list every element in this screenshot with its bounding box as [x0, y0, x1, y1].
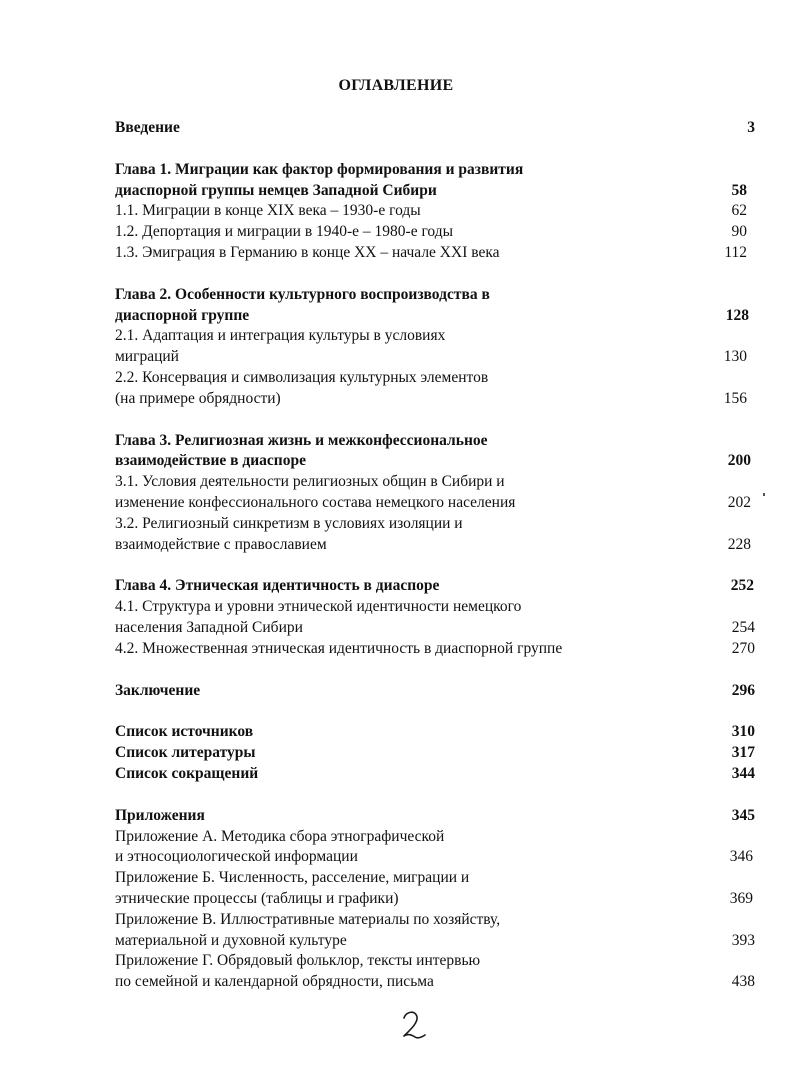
toc-appendix-d[interactable]	[115, 951, 755, 972]
toc-section-4-1-cont[interactable]	[115, 618, 755, 639]
toc-section-3-1-cont[interactable]	[115, 493, 755, 514]
toc-entry-label: по семейной и календарной обрядности, письма	[115, 973, 434, 991]
toc-entry-page: 228	[727, 535, 751, 553]
toc-entry-label: (на примере обрядности)	[115, 389, 281, 407]
toc-appendix-b[interactable]	[115, 868, 755, 889]
toc-entry-label: Глава 3. Религиозная жизнь и межконфессиональное	[115, 431, 488, 449]
toc-entry-page: 130	[723, 348, 747, 366]
toc-entry-label: Список литературы	[115, 744, 256, 762]
toc-section-4-2[interactable]	[115, 639, 755, 660]
toc-entry-label: миграций	[115, 348, 179, 366]
toc-entry-label: 3.1. Условия деятельности религиозных общин в Сибири и	[115, 473, 505, 491]
page-title: ОГЛАВЛЕНИЕ	[338, 77, 454, 94]
toc-chapter-3-heading[interactable]	[115, 431, 755, 452]
toc-section-4-1[interactable]	[115, 597, 755, 618]
toc-section-1-1[interactable]	[115, 201, 755, 222]
toc-entry-page: 393	[731, 931, 755, 949]
toc-entry-page: 3	[747, 119, 755, 136]
toc-entry-page: 202	[727, 493, 751, 511]
toc-entry-page: 369	[729, 889, 753, 907]
toc-entry-label: диаспорной группе	[115, 306, 250, 324]
toc-entry-label: Введение	[115, 119, 180, 136]
toc-entry-label: Приложение А. Методика сбора этнографической	[115, 827, 445, 845]
toc-appendix-d-cont[interactable]	[115, 972, 755, 993]
toc-entry-label: Заключение	[115, 681, 201, 699]
toc-entry-page: 90	[731, 223, 747, 241]
handwritten-page-number	[398, 1008, 428, 1042]
toc-chapter-1-heading[interactable]	[115, 160, 755, 181]
toc-chapter-1-heading-cont[interactable]	[115, 181, 755, 202]
toc-entry-page: 310	[731, 723, 755, 741]
toc-appendix-a-cont[interactable]	[115, 847, 755, 868]
toc-appendix-c-cont[interactable]	[115, 931, 755, 952]
toc-section-2-1[interactable]	[115, 326, 755, 347]
toc-entry-page: 156	[723, 389, 747, 407]
toc-entry-label: Приложения	[115, 806, 205, 824]
toc-entry-page: 344	[731, 764, 755, 782]
toc-entry-label: Приложение Г. Обрядовый фольклор, тексты интервью	[115, 952, 481, 970]
toc-entry-page: 112	[724, 243, 747, 261]
toc-appendix-c[interactable]	[115, 910, 755, 931]
toc-entry-label: взаимодействие с православием	[115, 535, 327, 553]
toc-section-2-2[interactable]	[115, 368, 755, 389]
toc-entry-label: 1.1. Миграции в конце XIX века – 1930-е годы	[115, 202, 421, 220]
toc-appendix-a[interactable]	[115, 827, 755, 848]
toc-entry-label: Список источников	[115, 723, 254, 741]
toc-section-1-3[interactable]	[115, 243, 755, 264]
toc-chapter-4-heading[interactable]	[115, 576, 755, 597]
toc-entry-label: Приложение В. Иллюстративные материалы по хозяйству,	[115, 910, 501, 928]
toc-entry-label: Глава 2. Особенности культурного воспроизводства в	[115, 285, 490, 303]
toc-entry-label: 2.2. Консервация и символизация культурных элементов	[115, 368, 489, 386]
toc-entry-page: 345	[731, 806, 755, 824]
toc-chapter-3-heading-cont[interactable]	[115, 451, 755, 472]
toc-entry-label: 1.3. Эмиграция в Германию в конце ХХ – начале XXI века	[115, 243, 500, 261]
toc-entry-intro[interactable]	[115, 118, 755, 139]
scan-speck	[763, 493, 765, 496]
toc-section-3-2[interactable]	[115, 514, 755, 535]
toc-entry-appendices[interactable]	[115, 806, 755, 827]
toc-section-2-1-cont[interactable]	[115, 347, 755, 368]
toc-entry-page: 346	[729, 848, 753, 866]
toc-entry-label: Глава 4. Этническая идентичность в диаспоре	[115, 577, 440, 595]
toc-entry-page: 252	[730, 577, 754, 595]
toc-entry-sources[interactable]	[115, 722, 755, 743]
toc-entry-page: 200	[727, 452, 751, 470]
toc-entry-page: 438	[731, 973, 755, 991]
toc-entry-page: 270	[731, 639, 755, 657]
toc-entry-literature[interactable]	[115, 743, 755, 764]
toc-section-3-1[interactable]	[115, 472, 755, 493]
toc-entry-label: 3.2. Религиозный синкретизм в условиях изоляции и	[115, 514, 463, 532]
toc-entry-label: 1.2. Депортация и миграции в 1940-е – 1980-е годы	[115, 223, 454, 241]
toc-appendix-b-cont[interactable]	[115, 889, 755, 910]
toc-entry-label: 4.1. Структура и уровни этнической идентичности немецкого	[115, 598, 522, 616]
toc-entry-label: Приложение Б. Численность, расселение, миграции и	[115, 869, 470, 887]
toc-chapter-2-heading[interactable]	[115, 285, 755, 306]
toc-section-1-2[interactable]	[115, 222, 755, 243]
toc-entry-label: 2.1. Адаптация и интеграция культуры в условиях	[115, 327, 446, 345]
toc-entry-label: этнические процессы (таблицы и графики)	[115, 889, 399, 907]
toc-entry-page: 128	[725, 306, 749, 324]
toc-entry-page: 296	[731, 681, 755, 699]
toc-entry-label: изменение конфессионального состава немецкого населения	[115, 493, 516, 511]
toc-entry-page: 317	[731, 744, 755, 762]
toc-entry-page: 62	[731, 202, 747, 220]
toc-entry-label: населения Западной Сибири	[115, 618, 303, 636]
toc-entry-label: Глава 1. Миграции как фактор формирования и развития	[115, 160, 524, 178]
toc-entry-label: и этносоциологической информации	[115, 848, 358, 866]
toc-section-2-2-cont[interactable]	[115, 389, 755, 410]
toc-entry-label: диаспорной группы немцев Западной Сибири	[115, 181, 437, 199]
toc-entry-label: Список сокращений	[115, 764, 259, 782]
toc-section-3-2-cont[interactable]	[115, 535, 755, 556]
toc-entry-page: 58	[731, 181, 747, 199]
toc-chapter-2-heading-cont[interactable]	[115, 306, 755, 327]
table-of-contents	[115, 118, 755, 993]
toc-entry-abbreviations[interactable]	[115, 764, 755, 785]
toc-entry-label: взаимодействие в диаспоре	[115, 452, 306, 470]
toc-entry-label: материальной и духовной культуре	[115, 931, 347, 949]
toc-entry-page: 254	[731, 618, 755, 636]
toc-entry-conclusion[interactable]	[115, 681, 755, 702]
toc-entry-label: 4.2. Множественная этническая идентичность в диаспорной группе	[115, 639, 563, 657]
